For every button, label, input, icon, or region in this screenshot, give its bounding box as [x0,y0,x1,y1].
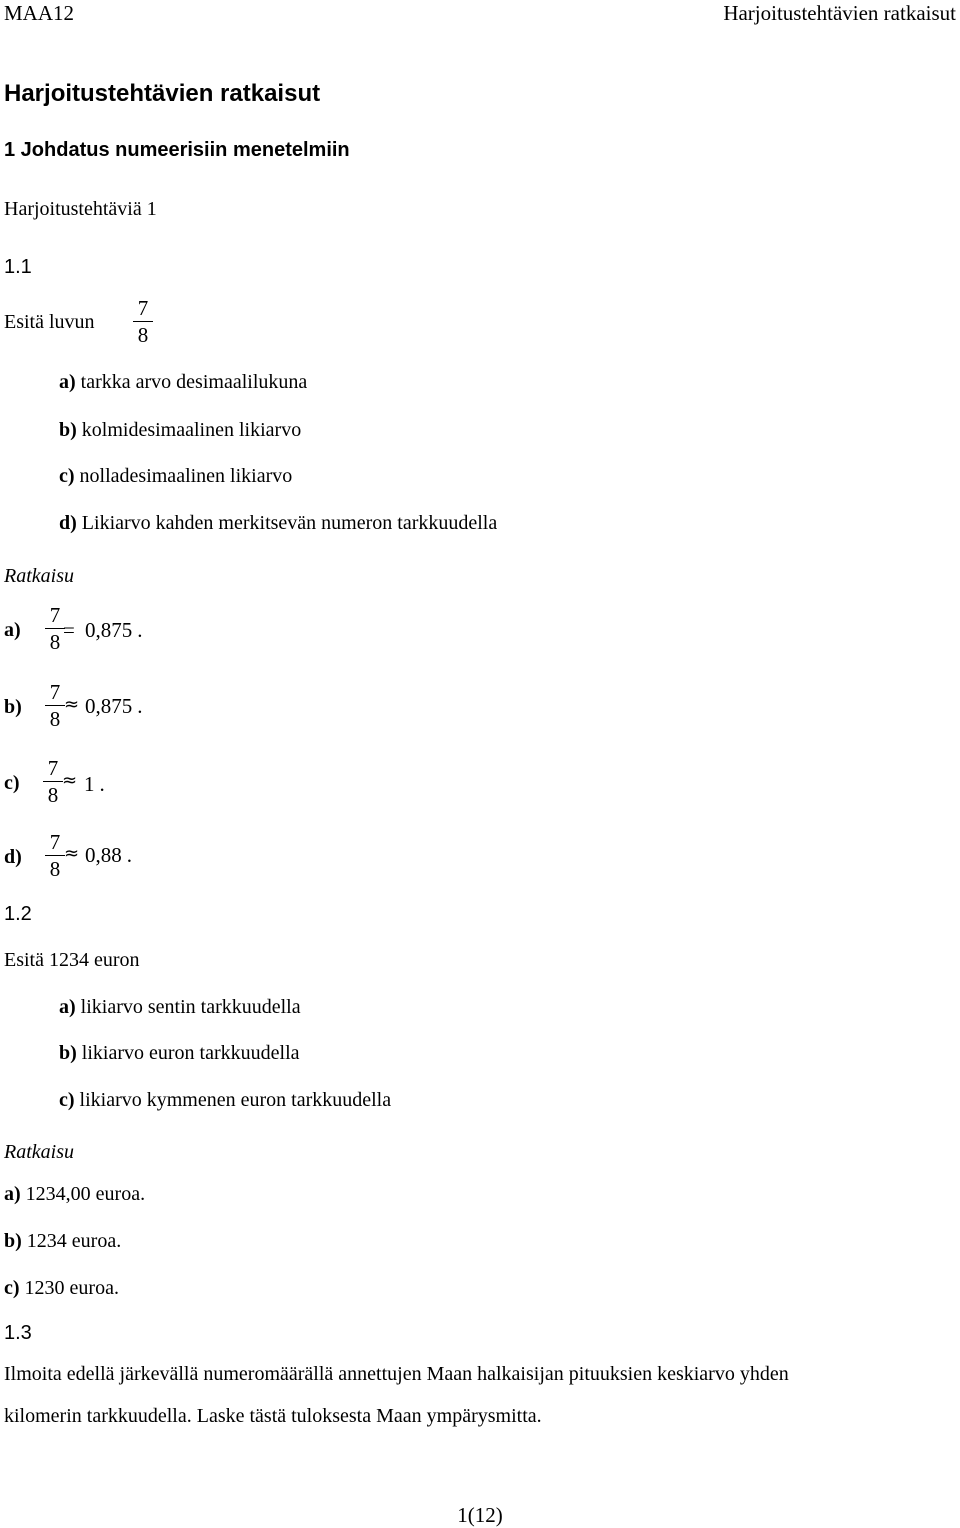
header-doc-title: Harjoitustehtävien ratkaisut [723,1,956,25]
fraction-bar [45,705,65,706]
fraction-denominator: 8 [49,630,61,654]
fraction-numerator: 7 [47,756,59,780]
approx-symbol: ≈ [64,694,80,715]
question-part: d) Likiarvo kahden merkitsevän numeron tarkkuudella [59,512,498,534]
question-part: b) likiarvo euron tarkkuudella [59,1042,300,1064]
header-course: MAA12 [4,1,75,25]
answer-fraction [45,603,65,654]
exercise-number: 1.1 [4,256,32,278]
answer-fraction [43,756,63,807]
question-part: c) likiarvo kymmenen euron tarkkuudella [59,1089,392,1111]
solution-heading: Ratkaisu [4,1141,74,1163]
prompt-fraction [133,296,153,347]
question-part: a) likiarvo sentin tarkkuudella [59,996,301,1018]
fraction-bar [43,781,63,782]
approx-symbol: ≈ [64,843,80,864]
answer-label: b) [4,696,22,718]
question-part: c) nolladesimaalinen likiarvo [59,465,293,487]
exercise-number: 1.3 [4,1322,32,1344]
exercise-prompt: Esitä luvun [4,311,95,333]
question-part: b) kolmidesimaalinen likiarvo [59,419,302,441]
answer-value: 0,875 . [85,694,143,718]
fraction-numerator: 7 [49,603,61,627]
answer-label: c) [4,772,20,794]
page-number: 1(12) [457,1503,503,1527]
exercise-text-line: kilomerin tarkkuudella. Laske tästä tuloksesta Maan ympärysmitta. [4,1405,542,1427]
answer-value: 0,875 . [85,618,143,642]
fraction-numerator: 7 [137,296,149,320]
answer-relation: = [63,618,75,642]
page-title: Harjoitustehtävien ratkaisut [4,80,321,107]
question-part: a) tarkka arvo desimaalilukuna [59,371,308,393]
answer-label: a) [4,619,21,641]
fraction-denominator: 8 [49,857,61,881]
answer-fraction [45,830,65,881]
fraction-denominator: 8 [49,707,61,731]
fraction-bar [45,628,65,629]
chapter-heading: 1 Johdatus numeerisiin menetelmiin [4,139,350,161]
fraction-denominator: 8 [137,323,149,347]
exercise-text-line: Ilmoita edellä järkevällä numeromäärällä annettujen Maan halkaisijan pituuksien keskiarvo yhden [4,1363,789,1385]
fraction-bar [133,321,153,322]
answer-line: c) 1230 euroa. [4,1277,119,1299]
answer-value: 0,88 . [85,843,132,867]
answer-fraction [45,680,65,731]
approx-symbol: ≈ [62,770,78,791]
fraction-denominator: 8 [47,783,59,807]
fraction-bar [45,855,65,856]
answer-line: a) 1234,00 euroa. [4,1183,146,1205]
solution-heading: Ratkaisu [4,565,74,587]
answer-line: b) 1234 euroa. [4,1230,122,1252]
answer-label: d) [4,846,22,868]
exercise-prompt: Esitä 1234 euron [4,949,140,971]
fraction-numerator: 7 [49,830,61,854]
fraction-numerator: 7 [49,680,61,704]
exercise-number: 1.2 [4,903,32,925]
answer-value: 1 . [84,772,105,796]
section-heading: Harjoitustehtäviä 1 [4,198,157,220]
